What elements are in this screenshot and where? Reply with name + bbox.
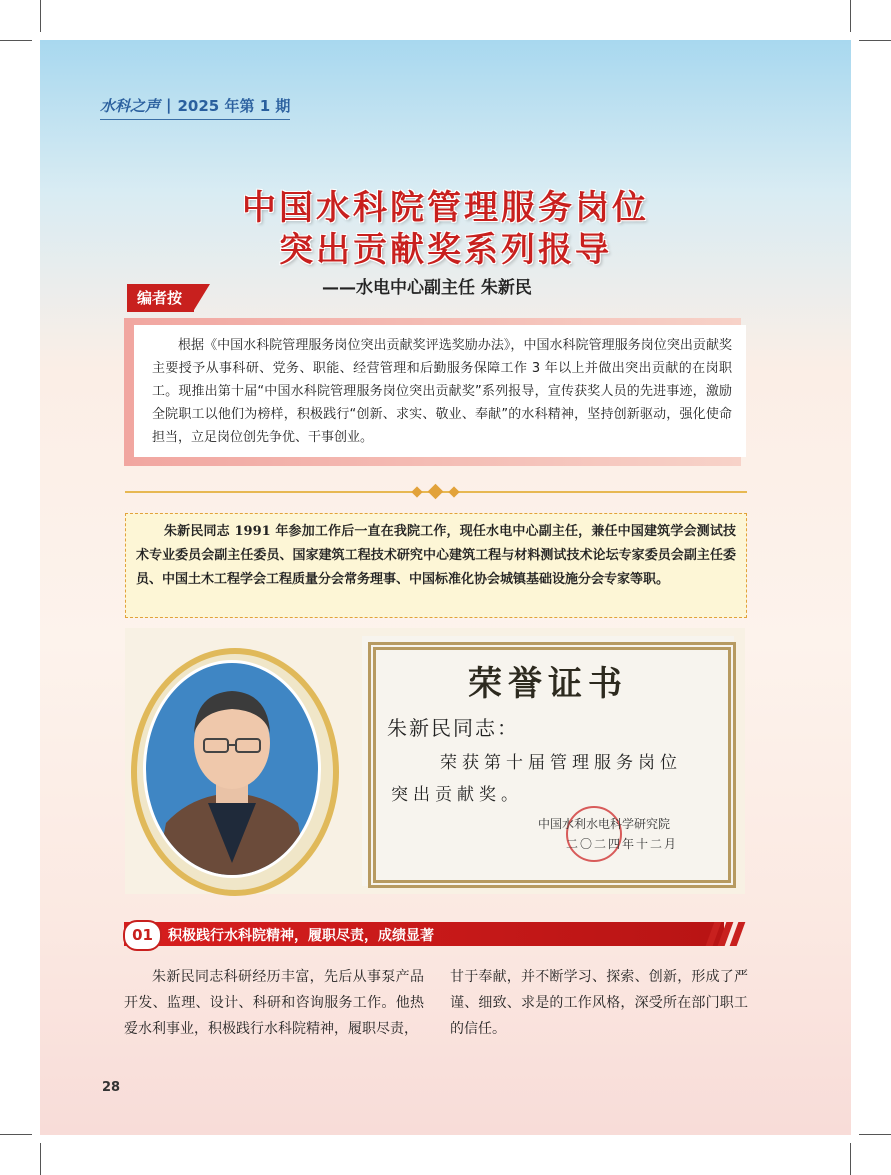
masthead xyxy=(100,93,290,120)
certificate-line1: 荣获第十届管理服务岗位 xyxy=(440,753,682,773)
crop-mark xyxy=(859,40,891,41)
crop-mark xyxy=(0,1134,32,1135)
crop-mark xyxy=(850,1143,851,1175)
masthead-brand: 水科之声 xyxy=(100,96,161,115)
crop-mark xyxy=(859,1134,891,1135)
certificate-org: 中国水利水电科学研究院 xyxy=(538,817,671,831)
bio-text: 朱新民同志 1991 年参加工作后一直在我院工作，现任水电中心副主任，兼任中国建筑学会测试技术专业委员会副主任委员、国家建筑工程技术研究中心建筑工程与材料测试技术论坛专家委员会副主任委员、中国土木工程学会工程质量分会常务理事、中国标准化协会城镇基础设施分会专家等职。 xyxy=(136,524,736,587)
crop-mark xyxy=(0,40,32,41)
certificate-title: 荣誉证书 xyxy=(468,664,628,704)
section-title: 积极践行水科院精神，履职尽责，成绩显著 xyxy=(168,928,434,944)
certificate-date: 二〇二四年十二月 xyxy=(566,837,679,851)
body-column-1: 朱新民同志科研经历丰富，先后从事泵产品开发、监理、设计、科研和咨询服务工作。他热爱水利事业，积极践行水科院精神，履职尽责， xyxy=(124,969,424,1037)
page-number: 28 xyxy=(102,1080,121,1095)
portrait-photo xyxy=(143,660,321,878)
editor-note-text: 根据《中国水科院管理服务岗位突出贡献奖评选奖励办法》，中国水科院管理服务岗位突出贡献奖主要授予从事科研、党务、职能、经营管理和后勤服务保障工作 3 年以上并做出突出贡献的在岗职工。现推出第十届“中国水科院管理服务岗位突出贡献奖”系列报导，宣传获奖人员的先进事迹，激励全院职工以他们为榜样，积极践行“创新、求实、敬业、奉献”的水科精神，坚持创新驱动，强化使命担当，立足岗位创先争优、干事创业。 xyxy=(152,338,732,445)
bio-box xyxy=(125,513,747,618)
body-column-2: 甘于奉献，并不断学习、探索、创新，形成了严谨、细致、求是的工作风格，深受所在部门职工的信任。 xyxy=(450,969,748,1037)
editor-note-label: 编者按 xyxy=(127,284,194,312)
person-portrait-icon xyxy=(146,663,318,875)
crop-mark xyxy=(850,0,851,32)
crop-mark xyxy=(40,0,41,32)
crop-mark xyxy=(40,1143,41,1175)
certificate-recipient: 朱新民同志： xyxy=(387,716,519,740)
page-subtitle: ——水电中心副主任 朱新民 xyxy=(322,278,532,298)
page-title-line1: 中国水科院管理服务岗位 xyxy=(242,188,649,228)
editor-note-box xyxy=(134,325,746,457)
masthead-separator: | xyxy=(166,96,172,114)
section-number: 01 xyxy=(123,920,162,951)
certificate-line2: 突出贡献奖。 xyxy=(391,785,523,805)
page-title-line2: 突出贡献奖系列报导 xyxy=(279,230,612,270)
masthead-issue: 2025 年第 1 期 xyxy=(177,96,291,115)
